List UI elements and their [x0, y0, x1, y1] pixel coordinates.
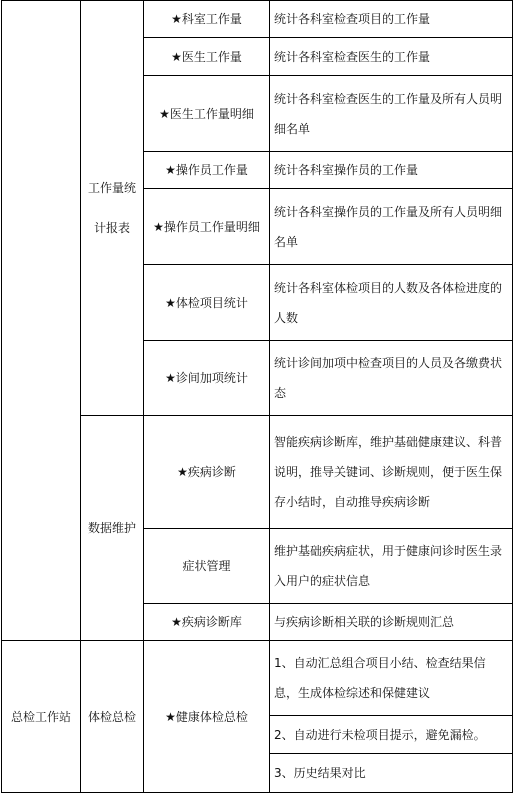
desc-symptom-management: 维护基础疾病症状，用于健康问诊时医生录入用户的症状信息: [270, 529, 513, 604]
desc-addon-stats: 统计诊间加项中检查项目的人员及各缴费状态: [270, 341, 513, 416]
desc-dept-workload: 统计各科室检查项目的工作量: [270, 1, 513, 38]
item-disease-diagnosis: ★疾病诊断: [144, 416, 270, 529]
desc-exam-item-stats: 统计各科室体检项目的人数及各体检进度的人数: [270, 265, 513, 341]
desc-doctor-workload-detail: 统计各科室检查医生的工作量及所有人员明细名单: [270, 76, 513, 152]
item-doctor-workload: ★医生工作量: [144, 38, 270, 76]
desc-disease-diagnosis: 智能疾病诊断库，维护基础健康建议、科普说明，推导关键词、诊断规则，便于医生保存小结时，自动推导疾病诊断: [270, 416, 513, 529]
group-data-maintenance: 数据维护: [81, 416, 144, 641]
item-dept-workload: ★科室工作量: [144, 1, 270, 38]
desc-operator-workload-detail: 统计各科室操作员的工作量及所有人员明细名单: [270, 189, 513, 265]
desc-doctor-workload: 统计各科室检查医生的工作量: [270, 38, 513, 76]
item-symptom-management: 症状管理: [144, 529, 270, 604]
feature-table: [1, 0, 513, 793]
group-exam-final-review: 体检总检: [81, 641, 144, 793]
desc-health-final-review-3: 3、历史结果对比: [270, 754, 513, 793]
desc-disease-diagnosis-library: 与疾病诊断相关联的诊断规则汇总: [270, 604, 513, 641]
item-disease-diagnosis-library: ★疾病诊断库: [144, 604, 270, 641]
item-health-exam-final-review: ★健康体检总检: [144, 641, 270, 793]
item-operator-workload: ★操作员工作量: [144, 152, 270, 189]
item-addon-stats: ★诊间加项统计: [144, 341, 270, 416]
desc-health-final-review-2: 2、自动进行未检项目提示，避免漏检。: [270, 716, 513, 754]
desc-operator-workload: 统计各科室操作员的工作量: [270, 152, 513, 189]
desc-health-final-review-1: 1、自动汇总组合项目小结、检查结果信息，生成体检综述和保健建议: [270, 641, 513, 716]
group-final-review-station: 总检工作站: [2, 641, 81, 793]
item-operator-workload-detail: ★操作员工作量明细: [144, 189, 270, 265]
group-workload-report: 工作量统计报表: [81, 1, 144, 416]
empty-cell: [2, 1, 81, 641]
item-exam-item-stats: ★体检项目统计: [144, 265, 270, 341]
item-doctor-workload-detail: ★医生工作量明细: [144, 76, 270, 152]
